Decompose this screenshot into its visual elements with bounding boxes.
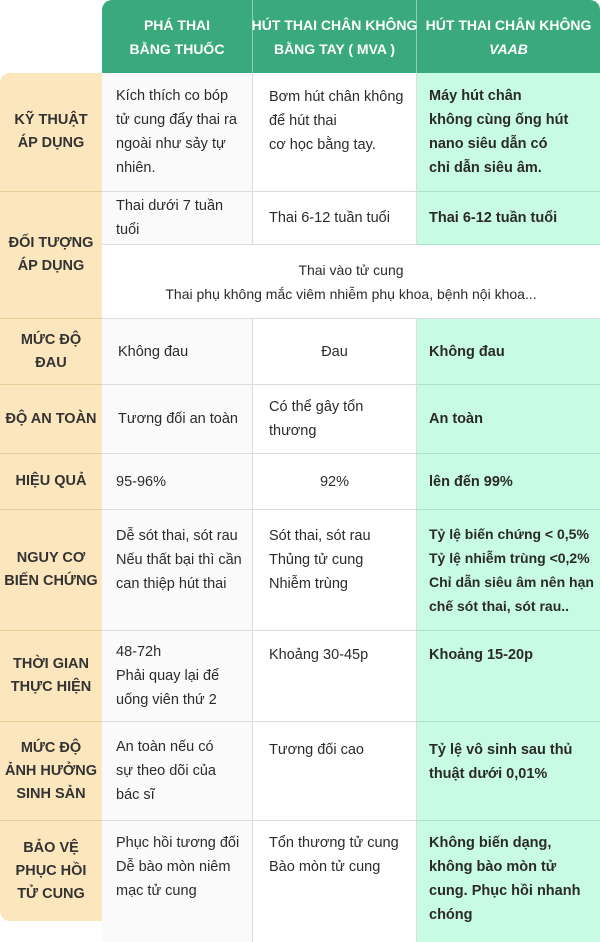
cell-duration-vaab	[417, 631, 600, 722]
cell-line: Không biến dạng,	[429, 835, 552, 851]
cell-target-mva	[253, 192, 417, 245]
cell-line: nhiên.	[116, 160, 156, 176]
cell-line: Phục hồi tương đối	[116, 835, 240, 851]
cell-complications-vaab	[417, 510, 600, 631]
cell-uterus-mva	[253, 821, 417, 942]
cell-pain-mva	[253, 319, 417, 385]
cell-target-medical	[102, 192, 253, 245]
cell-line: chỉ dẫn siêu âm.	[429, 160, 542, 176]
header-line: VAAB	[489, 40, 528, 57]
row-label-line: ĐAU	[35, 354, 67, 371]
cell-uterus-vaab	[417, 821, 600, 942]
cell-target-shared	[102, 245, 600, 319]
row-label-line: KỸ THUẬT	[14, 112, 88, 128]
cell-fertility-medical	[102, 722, 253, 821]
cell-line: Tương đối cao	[269, 742, 364, 758]
row-label-line: ĐỘ AN TOÀN	[5, 410, 97, 427]
cell-line: Sót thai, sót rau	[269, 528, 371, 544]
cell-line: Không đau	[429, 343, 505, 360]
row-label-line: BẢO VỆ	[23, 839, 79, 856]
row-label-line: NGUY CƠ	[16, 550, 86, 566]
header-vaab	[417, 0, 600, 73]
row-label-uterus-protection	[0, 821, 102, 921]
cell-technique-vaab	[417, 73, 600, 192]
cell-line: ngoài như sảy tự	[116, 136, 226, 152]
cell-pain-vaab	[417, 319, 600, 385]
row-label-line: HIỆU QUẢ	[15, 473, 87, 489]
row-label-target	[0, 192, 102, 319]
cell-effectiveness-medical	[102, 454, 253, 510]
cell-complications-mva	[253, 510, 417, 631]
cell-line: cung. Phục hồi nhanh	[429, 883, 581, 899]
cell-line: Khoảng 30-45p	[269, 647, 369, 663]
cell-fertility-mva	[253, 722, 417, 821]
cell-line: Tỷ lệ vô sinh sau thủ	[429, 742, 573, 758]
row-label-line: THỜI GIAN	[12, 656, 89, 672]
cell-line: Tỷ lệ nhiễm trùng <0,2%	[429, 550, 590, 566]
row-label-line: THỰC HIỆN	[10, 679, 92, 695]
cell-line: lên đến 99%	[429, 473, 513, 490]
cell-line: Dễ bào mòn niêm	[116, 859, 231, 875]
cell-line: Bào mòn tử cung	[269, 859, 381, 875]
cell-pain-medical	[102, 319, 253, 385]
cell-line: Tương đối an toàn	[118, 411, 238, 427]
cell-line: An toàn	[429, 411, 483, 427]
cell-duration-mva	[253, 631, 417, 722]
cell-complications-medical	[102, 510, 253, 631]
target-block	[102, 192, 600, 319]
cell-line: Khoảng 15-20p	[429, 647, 533, 663]
cell-line: nano siêu dẫn có	[429, 136, 548, 152]
cell-line: Thai dưới 7 tuần	[116, 198, 224, 214]
row-label-safety	[0, 385, 102, 454]
header-medical-abortion	[102, 0, 253, 73]
cell-safety-vaab	[417, 385, 600, 454]
cell-safety-medical	[102, 385, 253, 454]
row-label-line: ĐỐI TƯỢNG	[8, 235, 94, 251]
row-label-line: MỨC ĐỘ	[20, 739, 82, 756]
row-label-effectiveness	[0, 454, 102, 510]
row-label-pain	[0, 319, 102, 385]
cell-line: 48-72h	[116, 644, 162, 660]
cell-line: Phải quay lại để	[116, 668, 220, 684]
cell-line: Thai 6-12 tuần tuổi	[429, 210, 558, 226]
row-label-line: ẢNH HƯỞNG	[4, 762, 98, 779]
header-line: HÚT THAI CHÂN KHÔNG	[425, 16, 592, 33]
cell-line: để hút thai	[269, 113, 337, 129]
cell-line: can thiệp hút thai	[116, 576, 227, 592]
cell-line: bác sĩ	[116, 787, 155, 803]
cell-target-vaab	[417, 192, 600, 245]
header-line: BẰNG THUỐC	[129, 40, 225, 57]
cell-technique-mva	[253, 73, 417, 192]
cell-line: mạc tử cung	[116, 883, 197, 899]
row-label-line: TỬ CUNG	[17, 885, 85, 902]
row-label-line: ÁP DỤNG	[17, 258, 85, 274]
cell-uterus-medical	[102, 821, 253, 942]
cell-line: Bơm hút chân không	[269, 89, 404, 105]
cell-line: chế sót thai, sót rau..	[429, 598, 570, 614]
cell-line: chóng	[429, 907, 473, 923]
header-line: BẰNG TAY ( MVA )	[273, 40, 396, 57]
table-corner	[0, 0, 102, 73]
cell-line: Đau	[321, 343, 348, 360]
cell-line: cơ học bằng tay.	[269, 137, 376, 153]
row-label-fertility	[0, 722, 102, 821]
header-mva	[253, 0, 417, 73]
cell-line: Kích thích co bóp	[116, 88, 229, 104]
cell-line: Thai vào tử cung	[298, 261, 404, 278]
row-label-line: MỨC ĐỘ	[20, 331, 82, 348]
cell-line: Dễ sót thai, sót rau	[116, 528, 238, 544]
cell-effectiveness-vaab	[417, 454, 600, 510]
cell-effectiveness-mva	[253, 454, 417, 510]
cell-line: Không đau	[118, 343, 189, 360]
cell-safety-mva	[253, 385, 417, 454]
cell-line: Nếu thất bại thì cần	[116, 552, 242, 568]
cell-technique-medical	[102, 73, 253, 192]
cell-line: Thai phụ không mắc viêm nhiễm phụ khoa, bệnh nội khoa...	[165, 285, 537, 302]
cell-line: An toàn nếu có	[116, 739, 214, 755]
cell-line: uống viên thứ 2	[116, 692, 217, 708]
cell-line: sự theo dõi của	[116, 763, 216, 779]
row-label-line: ÁP DỤNG	[17, 135, 85, 151]
cell-line: Thai 6-12 tuần tuổi	[269, 210, 390, 226]
row-label-duration	[0, 631, 102, 722]
cell-line: 95-96%	[116, 473, 166, 490]
header-line: HÚT THAI CHÂN KHÔNG	[251, 16, 418, 33]
cell-line: tử cung đẩy thai ra	[116, 112, 237, 128]
row-label-line: PHỤC HỒI	[15, 862, 87, 879]
cell-line: Nhiễm trùng	[269, 576, 348, 592]
cell-line: 92%	[319, 473, 350, 490]
row-label-technique	[0, 73, 102, 192]
cell-line: thuật dưới 0,01%	[429, 766, 548, 782]
row-label-line: BIẾN CHỨNG	[4, 573, 98, 589]
header-line: PHÁ THAI	[143, 16, 211, 33]
cell-line: Tổn thương tử cung	[269, 835, 399, 851]
cell-line: thương	[269, 423, 317, 439]
cell-line: Chỉ dẫn siêu âm nên hạn	[429, 574, 594, 590]
cell-line: Có thể gây tổn	[269, 399, 364, 415]
row-label-complications	[0, 510, 102, 631]
row-label-line: SINH SẢN	[16, 785, 86, 802]
cell-line: không bào mòn tử	[429, 859, 557, 875]
cell-line: tuổi	[116, 222, 140, 238]
cell-line: không cùng ống hút	[429, 112, 569, 128]
cell-line: Tỷ lệ biến chứng < 0,5%	[429, 526, 589, 542]
cell-line: Thủng tử cung	[269, 552, 364, 568]
cell-fertility-vaab	[417, 722, 600, 821]
cell-duration-medical	[102, 631, 253, 722]
cell-line: Máy hút chân	[429, 88, 522, 104]
